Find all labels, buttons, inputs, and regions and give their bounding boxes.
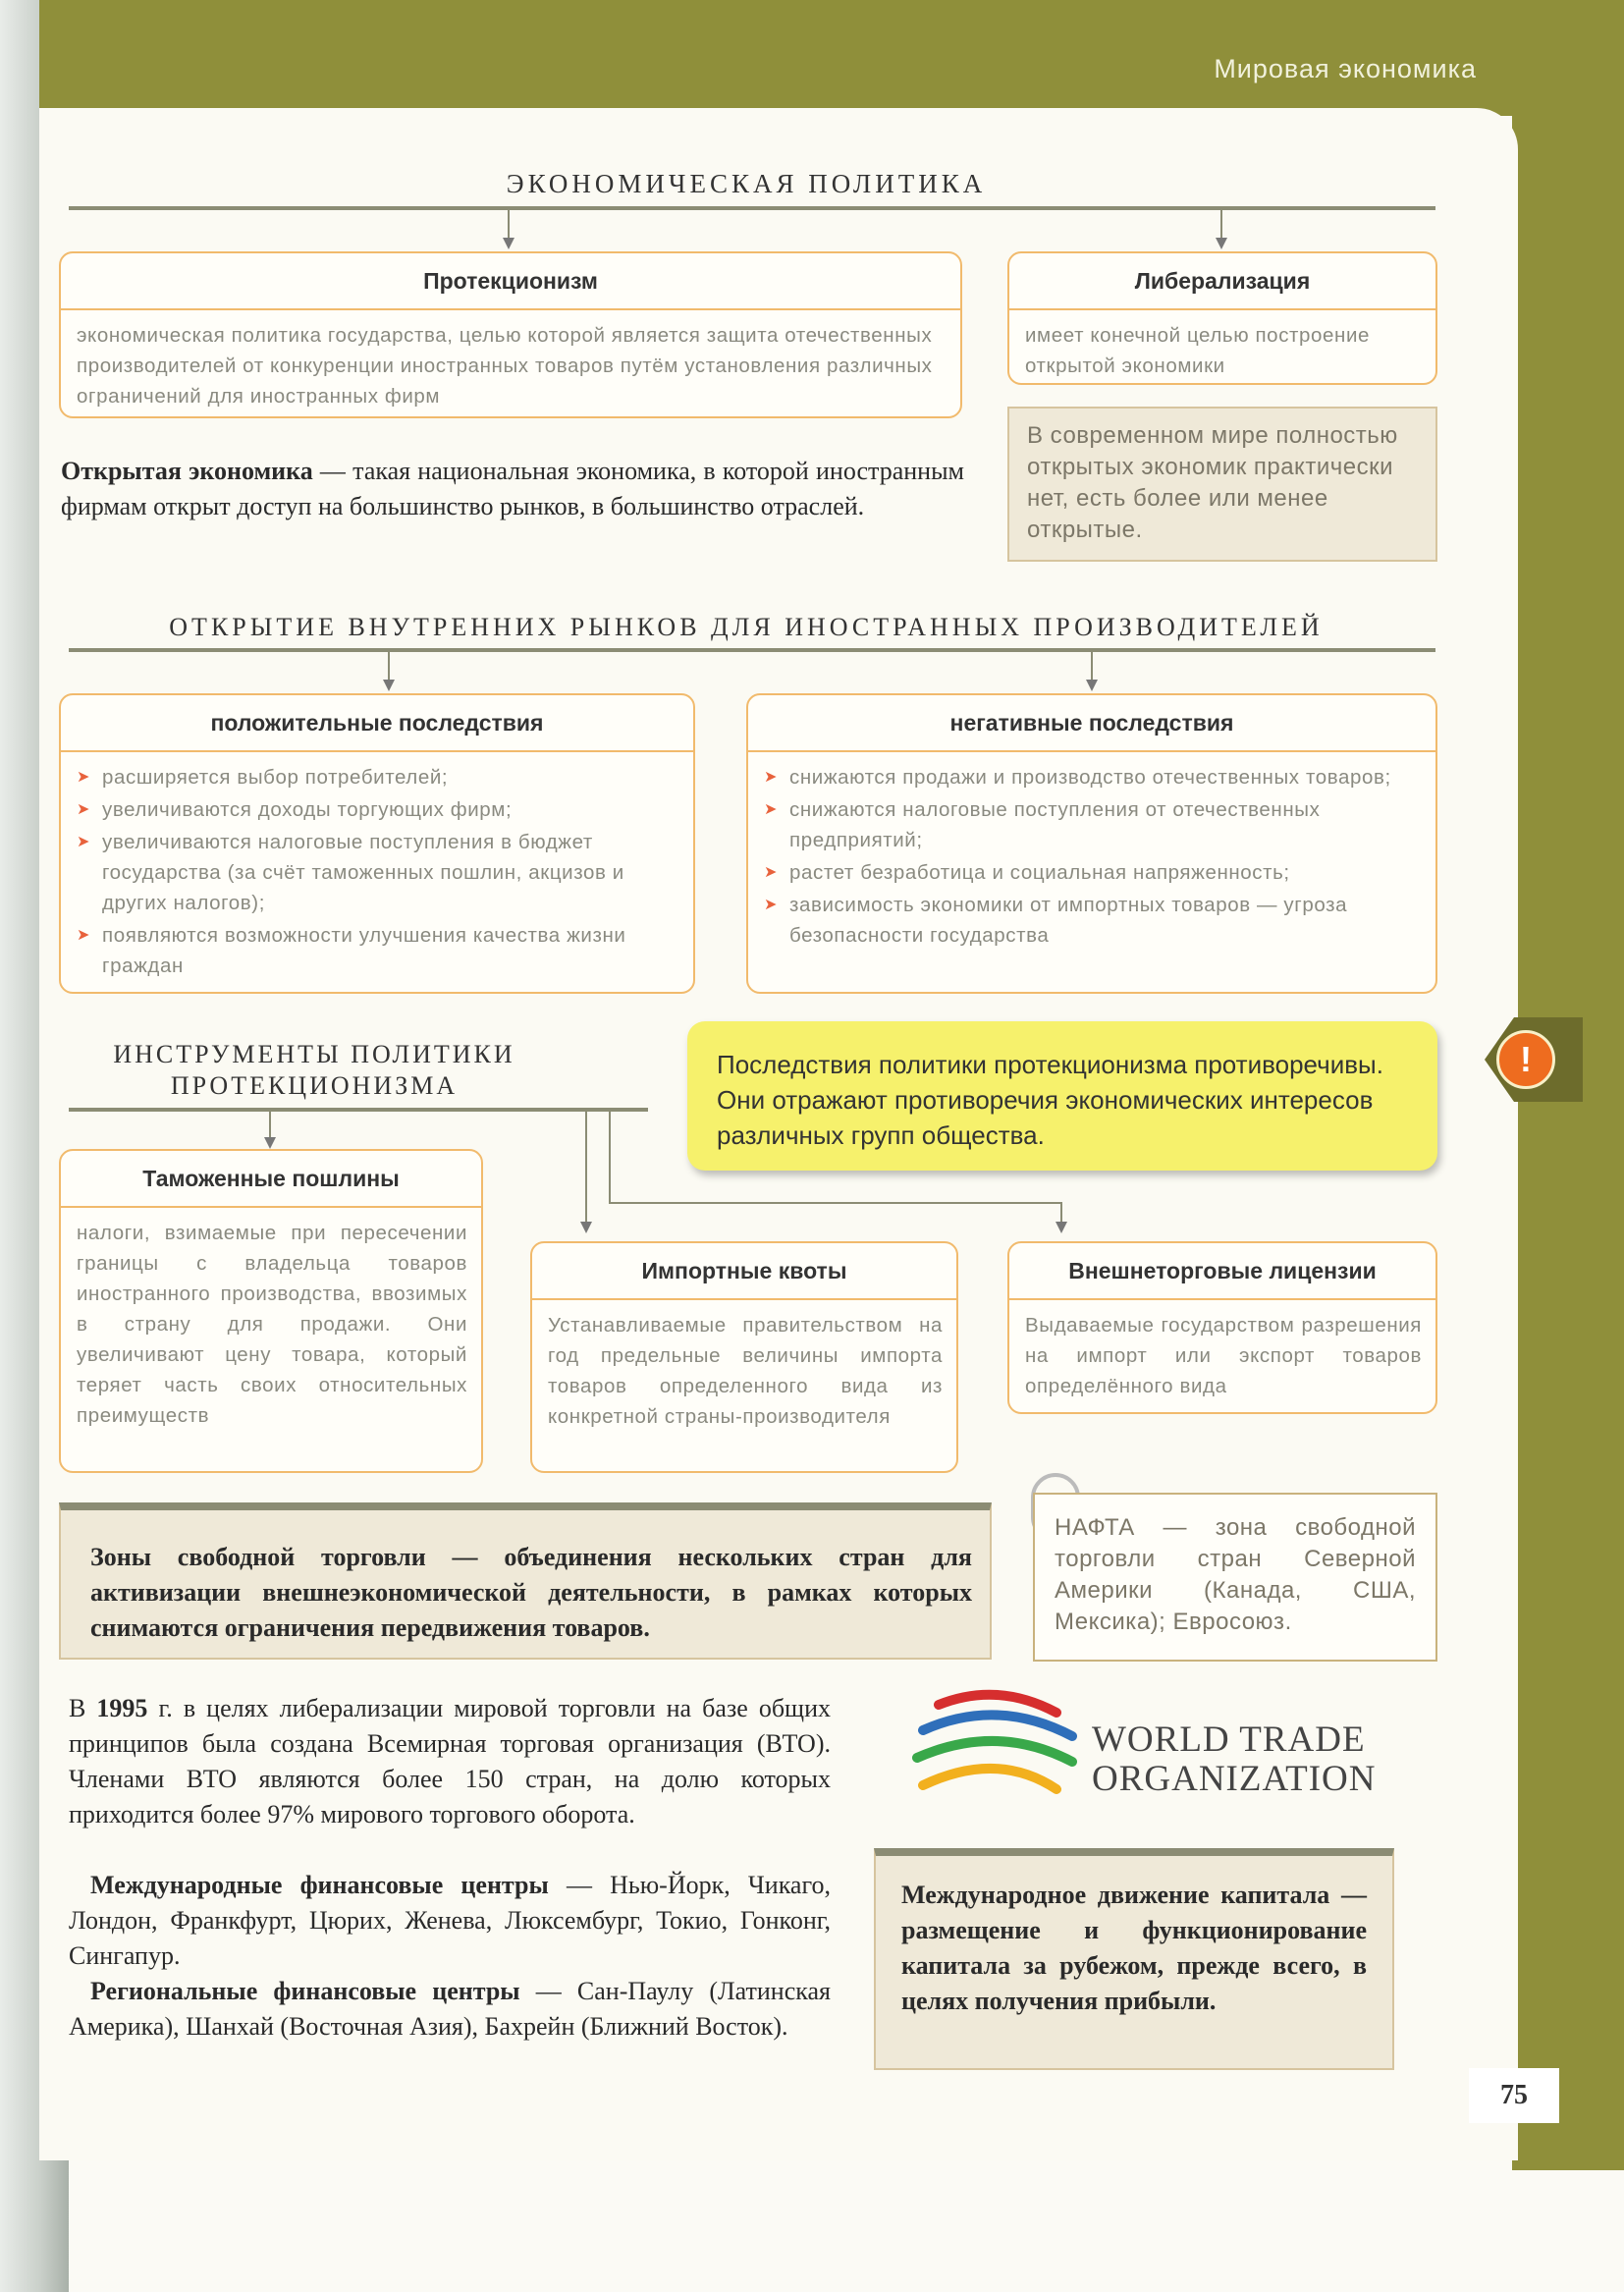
free-trade-zones-definition — [59, 1502, 992, 1660]
open-economy-definition — [61, 454, 964, 524]
wto-logo-text: WORLD TRADE ORGANIZATION — [1092, 1719, 1377, 1799]
open-economy-note: В современном мире полностью открытых экономик практически нет, есть более или менее открытые. — [1007, 407, 1437, 562]
protectionism-card — [59, 251, 962, 418]
section-rule — [69, 206, 1435, 210]
arrow-down-icon — [580, 1222, 592, 1233]
capital-term: Международное движение капитала — [901, 1881, 1330, 1909]
positive-consequences-card — [59, 693, 695, 994]
list-item: ➤ появляются возможности улучшения качества жизни граждан — [77, 920, 679, 981]
alert-icon: ! — [1496, 1030, 1555, 1089]
customs-duties-title: Таможенные пошлины — [61, 1151, 481, 1208]
liberalization-title: Либерализация — [1009, 253, 1435, 310]
list-item: ➤ увеличиваются налоговые поступления в бюджет государства (за счёт таможенных пошлин, акцизов и других налогов); — [77, 827, 679, 918]
capital-text: — размещение и функционирование капитала за рубежом, прежде всего, в целях получения прибыли. — [901, 1881, 1367, 2015]
customs-duties-card — [59, 1149, 483, 1473]
wto-year: 1995 — [96, 1694, 148, 1722]
protectionism-title: Протекционизм — [61, 253, 960, 310]
section-rule — [69, 1108, 648, 1112]
positive-consequences-title: положительные последствия — [61, 695, 693, 752]
wto-paragraph: В 1995 г. в целях либерализации мировой торговли на базе общих принципов была создана Всемирная торговая организация (ВТО). Членами ВТО являются более 150 стран, на долю которых приходится более 97% мирового торгового оборота. — [69, 1694, 831, 1828]
free-trade-text: — объединения нескольких стран для активизации внешнеэкономической деятельности, в рамках которых снимаются ограничения передвижения товаров. — [90, 1543, 972, 1642]
list-item: ➤ снижаются налоговые поступления от отечественных предприятий; — [764, 794, 1422, 855]
section-title-economic-policy: ЭКОНОМИЧЕСКАЯ ПОЛИТИКА — [506, 169, 987, 198]
open-economy-text: — такая национальная экономика, в которой иностранным фирмам открыт доступ на большинство рынков, в большинство отраслей. — [61, 457, 964, 520]
list-item: ➤ расширяется выбор потребителей; — [77, 762, 679, 792]
arrow-down-icon — [1216, 238, 1227, 249]
liberalization-text: имеет конечной целью построение открытой экономики — [1025, 324, 1371, 377]
liberalization-card — [1007, 251, 1437, 385]
list-item: ➤ увеличиваются доходы торгующих фирм; — [77, 794, 679, 825]
arrow-down-icon — [383, 680, 395, 691]
list-item: ➤ растет безработица и социальная напряженность; — [764, 857, 1422, 888]
arrow-down-icon — [1056, 1222, 1067, 1233]
capital-movement-definition — [874, 1848, 1394, 2070]
negative-consequences-list — [764, 762, 1422, 953]
list-item: ➤ снижаются продажи и производство отечественных товаров; — [764, 762, 1422, 792]
import-quotas-card — [530, 1241, 958, 1473]
list-item: ➤ зависимость экономики от импортных товаров — угроза безопасности государства — [764, 890, 1422, 951]
international-financial-centers: Международные финансовые центры — Нью-Йорк, Чикаго, Лондон, Франкфурт, Цюрих, Женева, Люксембург, Токио, Гонконг, Сингапур. — [69, 1871, 831, 1970]
protectionism-consequences-callout: Последствия политики протекционизма противоречивы. Они отражают противоречия экономических интересов различных групп общества. — [687, 1021, 1437, 1171]
section-rule — [69, 648, 1435, 652]
customs-duties-text: налоги, взимаемые при пересечении границы с владельца товаров иностранного производства, ввозимых в страну для продажи. Они увеличивают цену товара, который теряет часть своих относительных преимуществ — [77, 1222, 467, 1427]
trade-licenses-text: Выдаваемые государством разрешения на импорт или экспорт товаров определённого вида — [1025, 1314, 1422, 1397]
wto-logo-icon — [909, 1687, 1086, 1815]
negative-consequences-title: негативные последствия — [748, 695, 1435, 752]
regional-financial-centers: Региональные финансовые центры — Сан-Паулу (Латинская Америка), Шанхай (Восточная Азия), Бахрейн (Ближний Восток). — [69, 1977, 831, 2041]
arrow-down-icon — [264, 1137, 276, 1149]
free-trade-term: Зоны свободной торговли — [90, 1543, 426, 1571]
arrow-down-icon — [1086, 680, 1098, 691]
nafta-note: НАФТА — зона свободной торговли стран Северной Америки (Канада, США, Мексика); Евросоюз. — [1033, 1493, 1437, 1662]
arrow-down-icon — [503, 238, 514, 249]
trade-licenses-title: Внешнеторговые лицензии — [1009, 1243, 1435, 1300]
import-quotas-title: Импортные квоты — [532, 1243, 956, 1300]
negative-consequences-card — [746, 693, 1437, 994]
section-title-protection-tools: ИНСТРУМЕНТЫ ПОЛИТИКИ ПРОТЕКЦИОНИЗМА — [113, 1040, 515, 1100]
positive-consequences-list — [77, 762, 679, 983]
import-quotas-text: Устанавливаемые правительством на год предельные величины импорта товаров определенного вида из конкретной страны-производителя — [548, 1314, 943, 1428]
trade-licenses-card — [1007, 1241, 1437, 1414]
page-number: 75 — [1469, 2068, 1559, 2123]
section-title-market-opening: ОТКРЫТИЕ ВНУТРЕННИХ РЫНКОВ ДЛЯ ИНОСТРАННЫХ ПРОИЗВОДИТЕЛЕЙ — [169, 613, 1324, 641]
open-economy-term: Открытая экономика — [61, 457, 313, 485]
protectionism-text: экономическая политика государства, целью которой является защита отечественных производителей от конкуренции иностранных товаров путём установления различных ограничений для иностранных фирм — [77, 324, 933, 408]
chapter-title: Мировая экономика — [1214, 54, 1477, 83]
